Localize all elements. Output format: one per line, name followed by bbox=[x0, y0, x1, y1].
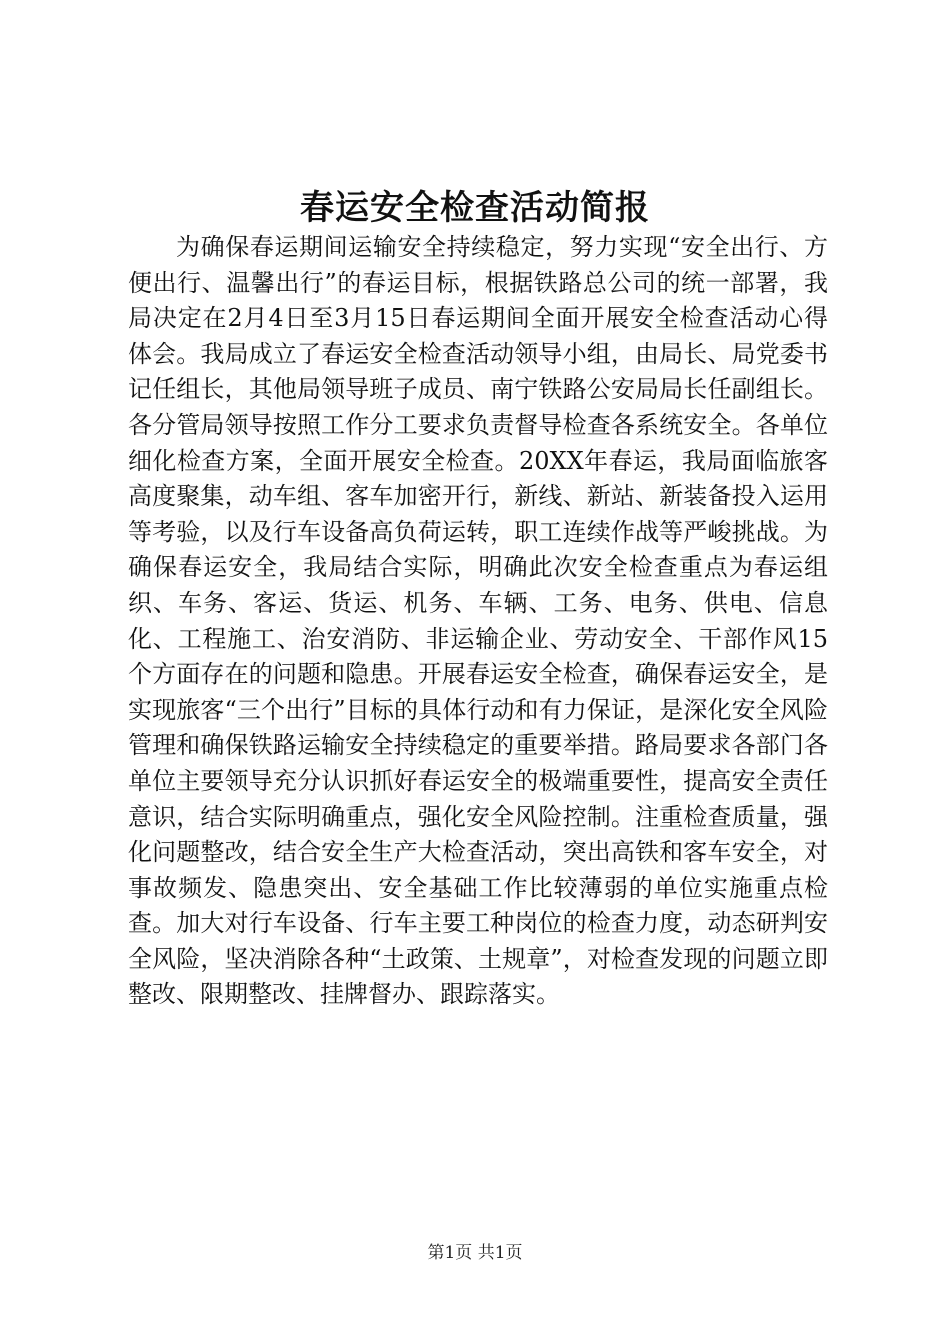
page-footer: 第1页 共1页 bbox=[427, 1243, 523, 1263]
document-title: 春运安全检查活动简报 bbox=[300, 188, 650, 228]
body-paragraph: 为确保春运期间运输安全持续稳定，努力实现“安全出行、方便出行、温馨出行”的春运目标，根据铁路总公司的统一部署，我局决定在2月4日至3月15日春运期间全面开展安全检查活动心得体会。我局成立了春运安全检查活动领导小组，由局长、局党委书记任组长，其他局领导班子成员、南宁铁路公安局局长任副组长。各分管局领导按照工作分工要求负责督导检查各系统安全。各单位细化检查方案，全面开展安全检查。20XX年春运，我局面临旅客高度聚集，动车组、客车加密开行，新线、新站、新装备投入运用等考验，以及行车设备高负荷运转，职工连续作战等严峻挑战。为确保春运安全，我局结合实际，明确此次安全检查重点为春运组织、车务、客运、货运、机务、车辆、工务、电务、供电、信息化、工程施工、治安消防、非运输企业、劳动安全、干部作风15个方面存在的问题和隐患。开展春运安全检查，确保春运安全，是实现旅客“三个出行”目标的具体行动和有力保证，是深化安全风险管理和确保铁路运输安全持续稳定的重要举措。路局要求各部门各单位主要领导充分认识抓好春运安全的极端重要性，提高安全责任意识，结合实际明确重点，强化安全风险控制。注重检查质量，强化问题整改，结合安全生产大检查活动，突出高铁和客车安全，对事故频发、隐患突出、安全基础工作比较薄弱的单位实施重点检查。加大对行车设备、行车主要工种岗位的检查力度，动态研判安全风险，坚决消除各种“土政策、土规章”，对检查发现的问题立即整改、限期整改、挂牌督办、跟踪落实。 bbox=[128, 233, 828, 1009]
